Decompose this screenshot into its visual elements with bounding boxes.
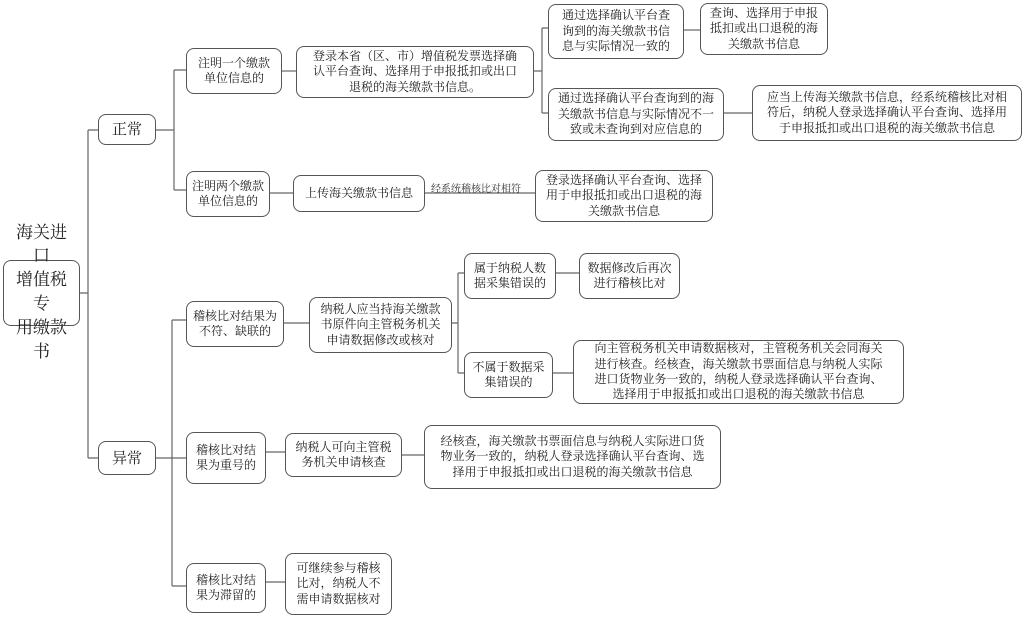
- mismatch-step-node: 纳税人应当持海关缴款 书原件向主管税务机关 申请数据修改或核对: [309, 297, 452, 353]
- inconsistent-node: 通过选择确认平台查询到的海 关缴款书信息与实际情况不一 致或未查询到对应信息的: [548, 88, 724, 141]
- detained-step-node: 可继续参与稽核 比对，纳税人不 需申请数据核对: [285, 553, 392, 615]
- not-collect-error-result-node: 向主管税务机关申请数据核对，主管税务机关会同海关 进行核查。经核查，海关缴款书票面信息与纳税人实际 进口货物业务一致的，纳税人登录选择确认平台查询、 选择用于申报抵扣或出口退税的海关缴款书信息: [573, 340, 904, 404]
- connector-mismatch-outcomes: [452, 273, 464, 373]
- connector-one-unit-outcomes: [534, 28, 548, 113]
- two-units-result-node: 登录选择确认平台查询、选择 用于申报抵扣或出口退税的海 关缴款书信息: [535, 170, 713, 222]
- two-units-edge-label: 经系统稽核比对相符: [431, 184, 521, 195]
- mismatch-node: 稽核比对结果为 不符、缺联的: [186, 301, 284, 347]
- connector-normal-children: [156, 70, 186, 190]
- two-units-step-node: 上传海关缴款书信息: [293, 175, 425, 212]
- abnormal-node: 异常: [98, 441, 156, 475]
- one-unit-step-node: 登录本省（区、市）增值税发票选择确 认平台查询、选择用于申报抵扣或出口 退税的海关缴款书信息。: [296, 46, 534, 98]
- consistent-result-node: 查询、选择用于申报 抵扣或出口退税的海 关缴款书信息: [700, 3, 828, 55]
- duplicate-result-node: 经核查，海关缴款书票面信息与纳税人实际进口货 物业务一致的，纳税人登录选择确认平台查询、选 择用于申报抵扣或出口退税的海关缴款书信息: [424, 425, 721, 489]
- duplicate-step-node: 纳税人可向主管税 务机关申请核查: [285, 433, 402, 477]
- detained-node: 稽核比对结 果为滞留的: [186, 563, 266, 613]
- consistent-node: 通过选择确认平台查 询到的海关缴款书信 息与实际情况一致的: [548, 4, 684, 59]
- root-node: 海关进口 增值税专 用缴款书: [3, 260, 80, 326]
- one-unit-node: 注明一个缴款 单位信息的: [186, 48, 282, 94]
- duplicate-node: 稽核比对结 果为重号的: [186, 432, 266, 484]
- not-collect-error-node: 不属于数据采 集错误的: [464, 352, 553, 398]
- collect-error-node: 属于纳税人数 据采集错误的: [464, 253, 556, 299]
- connector-abnormal-children: [156, 320, 186, 586]
- connector-root-branches: [80, 130, 98, 458]
- two-units-node: 注明两个缴款 单位信息的: [186, 171, 270, 217]
- normal-node: 正常: [98, 114, 156, 145]
- collect-error-result-node: 数据修改后再次 进行稽核比对: [579, 253, 680, 299]
- inconsistent-result-node: 应当上传海关缴款书信息，经系统稽核比对相 符后，纳税人登录选择确认平台查询、选择用 于申报抵扣或出口退税的海关缴款书信息: [752, 85, 1022, 141]
